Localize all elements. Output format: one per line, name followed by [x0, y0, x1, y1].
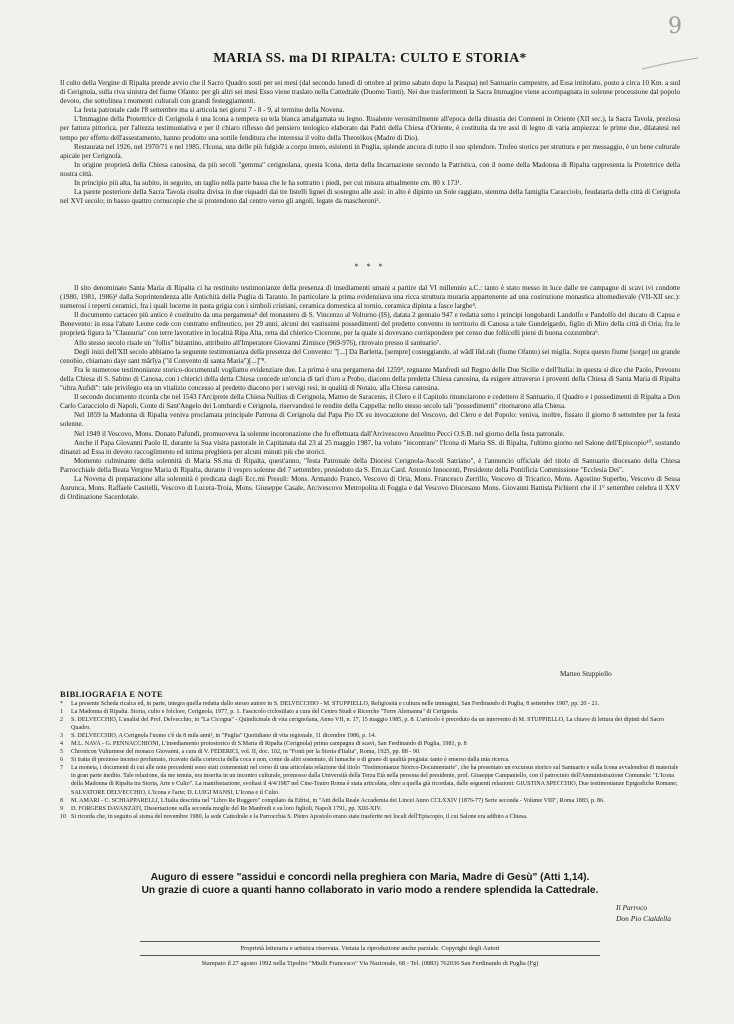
note-text: La Madonna di Ripalta. Storia, culto e folclore, Cerignola, 1977, p. 1. Fascicolo ciclostilato a cura del Centro Studi e Ricerche "Torre Alemanna" di Cerignola.	[71, 709, 459, 716]
parroco-role: Il Parroco	[616, 903, 648, 912]
paragraph: La festa patronale cade l'8 settembre ma si articola nei giorni 7 - 8 - 9, al termine della Novena.	[74, 106, 345, 115]
paragraph: Fra le numerose testimonianze storico-documentali vogliamo evidenziare due. La prima è una pergamena del 1259⁹, regnante Manfredi sul Regno delle Due Sicilie e dell'Italia: in questa si dice che Paolo, Prevosto della Chiesa di S. Sabino di Canosa, con i chierici della detta Chiesa concede un'oncia di tarì d'oro a Probo, diacono della predetta Chiesa canosina, da esigere attraverso i proventi della Chiesa di Santa Maria di Ripalta "ultra Aufidi": tale privilegio era un vitalizio concesso al predetto diacono per i servigi resi, in qualità di Notaio, alla Chiesa canosina.	[60, 365, 680, 393]
note-marker: 9	[60, 805, 64, 812]
author-signature: Matteo Stuppiello	[560, 670, 612, 678]
note-text: Chronicon Vulturnese del monaco Giovanni, a cura di V. FEDERICI, vol. II, doc. 102, in "Fonti per la Storia d'Italia", Roma, 1925, pp. 88 - 90.	[71, 749, 421, 756]
paragraph: In origine proprietà della Chiesa canosina, da più secoli "gemma" cerignolana, questa Icona, detta della Incarnazione secondo la Patristica, con il nome della Madonna di Ripalta rappresenta la Protettrice della nostra città.	[60, 160, 680, 178]
paragraph: Il documento cartaceo più antico è costituito da una pergamena⁵ del monastero di S. Vincenzo al Volturno (IS), datata 2 gennaio 947 e redatta sotto i principi longobardi Landolfo e Pandolfo del ducato di Capua e Benevento: in essa l'abate Leone cede con contratto enfiteutico, per 29 anni, alcuni dei vastissimi possedimenti del predetto convento in territorio di Canosa a tale Gundelgardo, figlio di Miro della città di Oria; fra le proprietà figura la "Clausuria" con terre lavorative in località Ripa Alta, retta dal chierico Cicerone, per la quale si dovevano corrispondere per censo due follicelli pieni di buona cozzumbra⁶.	[60, 311, 680, 338]
note-text: La presente Scheda ricalca ed, in parte, integra quella redatta dallo stesso autore in S. DELVECCHIO - M. STUPPIELLO, Religiosità e cultura nelle immagini, San Ferdinando di Puglia, 8 settembre 1987, pp. 20 - 21.	[71, 701, 600, 707]
note-item	[60, 740, 680, 748]
rights-notice: Proprietà letteraria e artistica riservata. Vietata la riproduzione anche parziale. Copyright degli Autori	[240, 945, 500, 952]
paragraph: Nel 1949 il Vescovo, Mons. Donato Pafundi, promuoveva la solenne incoronazione che fu effettuata dall'Arcivescovo Anselmo Pecci O.S.B. nel giorno della festa patronale.	[74, 429, 565, 438]
note-text: S. DELVECCHIO, A Cerignola l'uomo c'è da 8 mila anni², in "Puglia" Quotidiano di vita regionale, 11 dicembre 1986, p. 14.	[71, 733, 376, 740]
note-marker: 7	[60, 765, 64, 772]
note-marker: 10	[60, 813, 67, 820]
closing-line: Auguro di essere "assidui e concordi nella preghiera con Maria, Madre di Gesù" (Atti 1,14).	[150, 872, 590, 883]
note-item	[60, 813, 680, 821]
section-separator: * * *	[354, 262, 386, 271]
notes-list	[60, 700, 680, 821]
paragraph: Il sito denominato Santa Maria di Ripalta ci ha restituito testimonianze della presenza di insediamenti umani a partire dal VI millennio a.C.: tanto è stato messo in luce dalle tre campagne di scavi ivi condotte (1980, 1981, 1986)³ dalla Soprintendenza alle Antichità della Puglia di Taranto. In particolare la prima evidenziava una ricca struttura muraria appartenente ad una costruzione monastica altomedievale (VII-XII sec.): numerosi i reperti ceramici, fra i quali lucerne in pasta grigia con i simboli cristiani, ceramica domestica al tornio, ceramica dipinta a fasce larghe⁴.	[60, 284, 680, 311]
note-marker: 2	[60, 717, 64, 724]
note-marker: 3	[60, 733, 64, 740]
paragraph: In principio più alta, ha subito, in seguito, un taglio nella parte bassa che le ha sottratto i piedi, per cui misura attualmente cm. 80 x 173¹.	[74, 179, 462, 188]
note-text: S. DELVECCHIO, L'analisi del Prof. Delvecchio, in "La Cicogna" - Quindicinale di vita cerignolana, Anno VII, n. 17, 15 maggio 1985, p. 8. L'articolo è preceduto da un intervento di M. STUPPIELLO, La chiave di lettura dei dipinti del Sacro Quadro.	[71, 717, 665, 732]
note-marker: *	[60, 701, 64, 707]
intro-section	[60, 79, 680, 206]
note-item	[60, 732, 680, 740]
note-item	[60, 700, 680, 708]
history-section	[60, 284, 680, 502]
paragraph: Anche il Papa Giovanni Paolo II, durante la Sua visita pastorale in Capitanata dal 23 al 25 maggio 1987, ha voluto "incontrare" l'Icona di Maria SS. di Ripalta, l'ultimo giorno nel Salone dell'Episcopio¹⁰, sostando dinanzi ad Essa in devoto raccoglimento ed intima preghiera per alcuni minuti più che storici.	[60, 438, 680, 456]
note-item	[60, 764, 680, 796]
note-item	[60, 805, 680, 813]
note-item	[60, 716, 680, 732]
note-item	[60, 756, 680, 764]
paragraph: Allo stesso secolo risale un "follis" bizantino, attribuito all'Imperatore Giovanni Zimisce (969-976), ritrovato presso il santuario⁷.	[74, 338, 441, 347]
note-text: La moneta, i documenti di cui alle note precedenti sono stati commentati nel corso di una articolata relazione dal titolo "Testimonianze Storico-Documentarie", che ha presentato un excursus storico sul Santuario e sulla Icona avvalendosi di materiale in gran parte inedito. Tale relazione, da me tenuta, era inserita in un incontro culturale, promosso dalla Università della Terza Età nella persona del presidente, prof. Giuseppe Campaniello, con il patrocinio dell'Amministrazione Comunale: "L'Icona della Madonna di Ripalta tra Storia, Arte e Culto". La manifestazione, svoltasi il 4/4/1987 nel Cine-Teatro Roma è stata articolata, oltre a quella già ricordata, dalle seguenti relazioni: GIUSTINA SPECCHIO, Due testimonianze Epigrafiche Romane; SALVATORE DELVECCHIO, L'Icona e l'arte; D. LUIGI MANSI, L'Icona e il Culto.	[71, 765, 679, 796]
divider	[140, 955, 600, 956]
page-number: 9	[668, 14, 682, 39]
printer-colophon: Stampato il 27 agosto 1992 nella Tipolito "Miulli Francesco" Via Nazionale, 68 - Tel. (0883) 762036 San Ferdinando di Puglia (Fg)	[201, 960, 539, 967]
paragraph: L'Immagine della Protettrice di Cerignola è una Icona a tempera su tela bianca amalgamata su legno. Risalente verosimilmente all'epoca della dinastia dei Comneni in Oriente (XII sec.), la Sacra Tavola, preziosa per fattura pittorica, per l'altezza testimoniativa e per il chiaro riflesso del pensiero teologico elaborato dai Padri della Chiesa d'Oriente, è costituita da tre assi di legno di varia ampiezza: le prime due, dilatatesi nel tempo per effetto dell'assestamento, hanno prodotto una sottile fenditura che interessa il volto della Theotókos (Madre di Dio).	[60, 115, 680, 142]
note-text: D. FORGERS DAVANZATI, Dissertazione sulla seconda moglie del Re Manfredi e su loro figlioli, Napoli 1791, pp. XIII-XIV.	[71, 805, 382, 812]
paragraph: Restaurata nel 1926, nel 1970/71 e nel 1985, l'Icona, una delle più fulgide a corpo intero, esistenti in Puglia, splende ancora di tutto il suo splendore. Trofeo storico per struttura e per messaggio, è un bene culturale apicale per Cerignola.	[60, 142, 680, 160]
note-text: M. AMARI - C. SCHIAPPARELLI, L'Italia descritta nel "Libro Re Ruggero" compilato da Edrisi, in "Atti della Reale Accademia dei Lincei Anno CCLXXIV (1876-77) Serie seconda - Volume VIII", Roma 1883, p. 86.	[71, 797, 605, 804]
note-marker: 8	[60, 797, 64, 804]
divider	[140, 941, 600, 942]
paragraph: Nel 1859 la Madonna di Ripalta veniva proclamata principale Patrona di Cerignola dal Papa Pio IX su invocazione del Vescovo, del Clero e del Popolo: veniva, inoltre, fissato il giorno 8 settembre per la festa solenne.	[60, 411, 680, 429]
note-item	[60, 748, 680, 756]
closing-line: Un grazie di cuore a quanti hanno collaborato in vario modo a rendere splendida la Cattedrale.	[141, 885, 599, 896]
paragraph: Il secondo documento ricorda che nel 1543 l'Arciprete della Chiesa Nullius di Cerignola, Matteo de Saracenis, il Clero e il Capitolo rinunciarono e cedettero il Santuario, il Quadro e i possedimenti di Ripalta a Don Carlo Caracciolo di Napoli, Conte di Sant'Angelo dei Lombardi e Cerignola, riservandosi le rendite della Cappella: nello stesso secolo tali "possedimenti" ritornarono alla Chiesa.	[60, 393, 680, 411]
closing-greeting	[60, 871, 680, 897]
note-marker: 5	[60, 749, 64, 756]
note-text: Si tratta di prezioso incenso profumato, ricavato dalla corteccia della coca e non, come da altri sostenuto, di lumache o di grano di qualità pregiata: tanto è emerso dalla mia ricerca.	[71, 757, 510, 764]
paragraph: Momento culminante della solennità di Maria SS.ma di Ripalta, quest'anno, "festa Patronale della Diocesi Cerignola-Ascoli Satriano", è l'annuncio ufficiale del titolo di Santuario diocesano della Chiesa Parrocchiale della Beata Vergine Maria di Ripalta, durante il vespro solenne del 7 settembre, presieduto da S. Em.za Card. Antonio Innocenti, Presidente della Pontificia Commissione "Ecclesia Dei".	[60, 456, 680, 474]
note-text: Si ricorda che, in seguito al sisma del novembre 1980, la sede Cattedrale e la Parrocchia S. Pietro Apostolo erano state trasferite nei locali dell'Episcopio, il cui Salone era adibito a Chiesa.	[71, 813, 528, 820]
note-marker: 1	[60, 709, 64, 716]
bibliography-heading: BIBLIOGRAFIA E NOTE	[60, 689, 164, 699]
note-item	[60, 708, 680, 716]
parroco-signature	[616, 902, 671, 924]
paragraph: La Novena di preparazione alla solennità è predicata dagli Ecc.mi Presuli: Mons. Armando Franco, Vescovo di Oria, Mons. Francesco Zerrillo, Vescovo di Tricarico, Mons. Agostino Superbo, Vescovo di Sessa Aurunca, Mons. Raffaele Castielli, Vescovo di Lucera-Troia, Mons. Giuseppe Casale, Arcivescovo Metropolita di Foggia e dal Vescovo Diocesano Mons. Giovanni Battista Pichierri che il 1° settembre celebra il XXV di Ordinazione Sacerdotale.	[60, 474, 680, 502]
paragraph: Il culto della Vergine di Ripalta prende avvio che il Sacro Quadro sosti per sei mesi (dal secondo lunedì di ottobre al primo sabato dopo la Pasqua) nel Santuario campestre, ad Essa intitolato, posto a circa 10 Km. a sud di Cerignola, sulla riva sinistra del fiume Ofanto: per gli altri sei mesi Esso viene traslato nella Cattedrale (Duomo Tonti). Nei due trasferimenti la Sacra Immagine viene accompagnata in solenne processione dal popolo devoto, che sottolinea i momenti culturali con grandi festeggiamenti.	[60, 79, 680, 106]
note-text: M.L. NAVA - G. PENNACCHIONI, L'insediamento protostorico di S.Maria di Ripalta (Cerignola) prima campagna di scavi, San Ferdinando di Puglia, 1981, p. 8	[71, 741, 467, 748]
paragraph: La parete posteriore della Sacra Tavola risulta divisa in due riquadri dai tre listelli lignei di sostegno alle assi: in alto è dipinto un Sole raggiato, stemma della famiglia Caracciolo, feudataria della città di Cerignola nel XVI secolo; in basso quattro cornucopie che si protendono dal centro verso gli angoli, legate da mascheroni².	[60, 188, 680, 206]
document-title: MARIA SS. ma DI RIPALTA: CULTO E STORIA*	[213, 50, 527, 65]
note-marker: 4	[60, 741, 64, 748]
parroco-name: Don Pio Cialdella	[616, 914, 671, 923]
note-item	[60, 797, 680, 805]
note-marker: 6	[60, 757, 64, 764]
paragraph: Degli inizi dell'XII secolo abbiamo la seguente testimonianza della presenza del Convento: "[...] Da Barletta, [sempre] costeggiando, al wādī lūd.rah (fiume Ofanto) sei miglia. Sopra questo fiume [sorge] un grande cenobio, chiamato dayr sant mārīya ("il Convento di santa Maria")[...]"⁸.	[60, 347, 680, 365]
